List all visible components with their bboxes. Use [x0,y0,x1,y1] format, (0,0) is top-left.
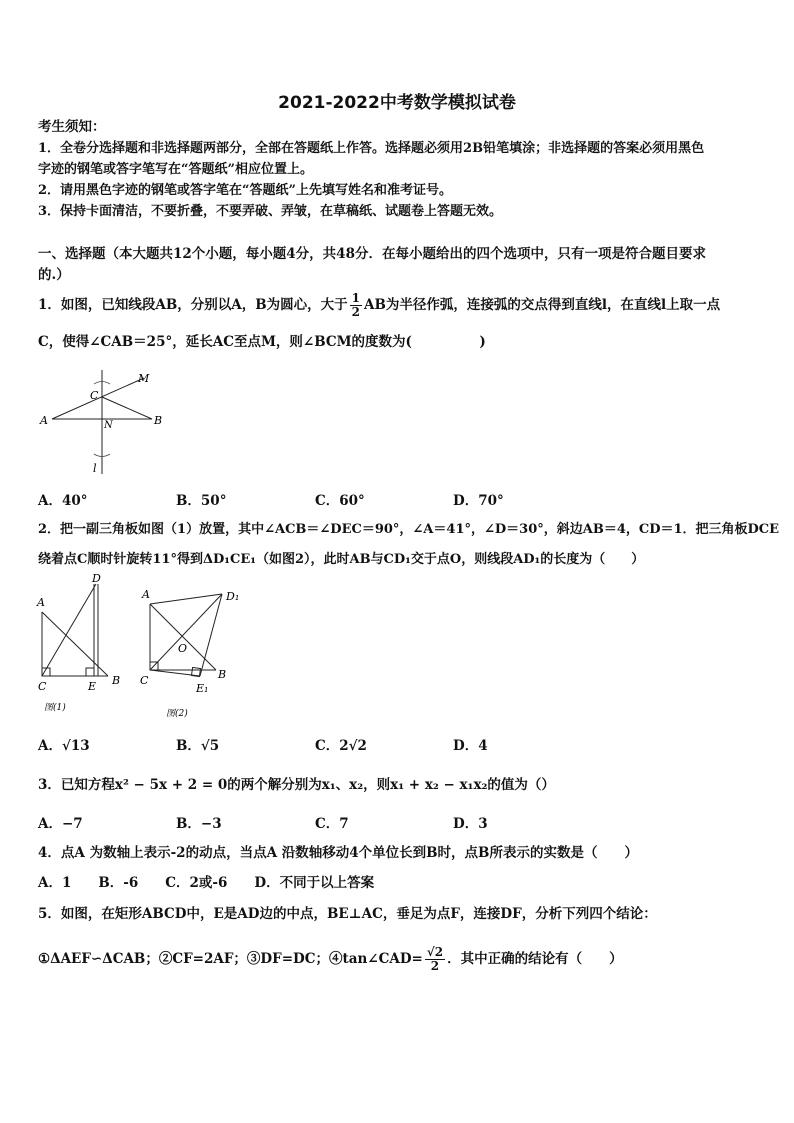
q3-option-d[interactable]: D．3 [453,816,488,832]
notice-item-1b: 字迹的钢笔或答字笔写在“答题纸”相应位置上。 [38,162,313,177]
q4-options[interactable]: A．1 B．-6 C．2或-6 D．不同于以上答案 [38,875,375,891]
q1-text-b: AB为半径作弧，连接弧的交点得到直线l，在直线l上取一点 [364,297,721,313]
notice-heading: 考生须知： [38,119,106,135]
q2-figure-2 [136,580,244,722]
notice-item-1a: 1．全卷分选择题和非选择题两部分，全部在答题纸上作答。选择题必须用2B铅笔填涂；非选择题的答案必须用黑色 [38,141,705,156]
q2-option-c[interactable]: C．2√2 [315,738,367,754]
fig1-caption: 图(1) [44,703,66,713]
label-c: C [90,389,99,402]
fig2-label-e1: E₁ [196,682,209,695]
fig1-label-a: A [37,596,45,609]
q1-option-c[interactable]: C．60° [315,493,365,509]
segment-cb [102,397,152,419]
fig2-label-o: O [178,642,188,655]
label-m: M [138,372,150,385]
q3-text: 3．已知方程x² − 5x + 2 = 0的两个解分别为x₁、x₂，则x₁ + x₂ − x₁x₂的值为（） [38,777,555,793]
q5-frac-den: 2 [430,959,440,973]
fig2-label-d1: D₁ [226,590,240,603]
fig2-label-c: C [140,674,149,687]
q1-figure [36,362,166,477]
q1-option-d[interactable]: D．70° [453,493,504,509]
q2-option-a[interactable]: A．√13 [38,738,90,754]
fig1-label-d: D [92,572,101,585]
q2-line1: 2．把一副三角板如图（1）放置，其中∠ACB＝∠DEC＝90°，∠A＝41°，∠D＝30°，斜边AB＝4，CD＝1．把三角板DCE [38,522,780,537]
q1-frac-den: 2 [351,305,361,319]
q5-frac-num: √2 [426,945,444,959]
q1-line1 [38,289,758,321]
q4-text: 4．点A 为数轴上表示-2的动点，当点A 沿数轴移动4个单位长到B时，点B所表示的实数是（ ） [38,845,638,861]
q1-fraction [350,292,362,319]
q3-option-b[interactable]: B．−3 [176,816,222,832]
q5-line1: 5．如图，在矩形ABCD中，E是AD边的中点，BE⊥AC，垂足为点F，连接DF，分析下列四个结论： [38,906,657,922]
q1-frac-num: 1 [351,291,361,305]
fig2-label-a: A [142,588,150,601]
fig1-label-c: C [38,680,47,693]
q3-option-c[interactable]: C．7 [315,816,349,832]
q2-figure-1 [34,572,130,720]
q1-option-a[interactable]: A．40° [38,493,88,509]
q5-text-a: ①ΔAEF∽ΔCAB；②CF=2AF；③DF=DC；④tan∠CAD= [38,951,423,967]
q2-option-d[interactable]: D．4 [453,738,488,754]
q1-line2: C，使得∠CAB＝25°，延长AC至点M，则∠BCM的度数为( ) [38,334,486,350]
fig2-label-b: B [218,668,227,681]
label-l: l [93,462,97,475]
notice-item-3: 3．保持卡面清洁，不要折叠，不要弄破、弄皱，在草稿纸、试题卷上答题无效。 [38,204,503,219]
q5-line2 [38,942,758,976]
fig2-caption: 图(2) [166,709,188,719]
section-heading-line1: 一、选择题（本大题共12个小题，每小题4分，共48分．在每小题给出的四个选项中，只有一项是符合题目要求 [38,246,706,262]
section-heading-line2: 的.） [38,267,70,283]
page-title: 2021-2022中考数学模拟试卷 [278,93,516,113]
fig1-label-b: B [112,674,121,687]
q2-line2: 绕着点C顺时针旋转11°得到ΔD₁CE₁（如图2），此时AB与CD₁交于点O，则线段AD₁的长度为（ ） [38,552,645,567]
q5-text-b: ．其中正确的结论有（ ） [447,951,623,967]
q1-text-a: 1．如图，已知线段AB，分别以A，B为圆心，大于 [38,297,348,313]
notice-item-2: 2．请用黑色字迹的钢笔或答字笔在“答题纸”上先填写姓名和准考证号。 [38,183,453,198]
label-b: B [154,414,163,427]
q2-option-b[interactable]: B．√5 [176,738,220,754]
q3-option-a[interactable]: A．−7 [38,816,83,832]
q5-fraction [425,946,445,973]
label-a: A [40,414,48,427]
label-n: N [104,420,113,431]
fig1-label-e: E [88,680,97,693]
q1-option-b[interactable]: B．50° [176,493,227,509]
